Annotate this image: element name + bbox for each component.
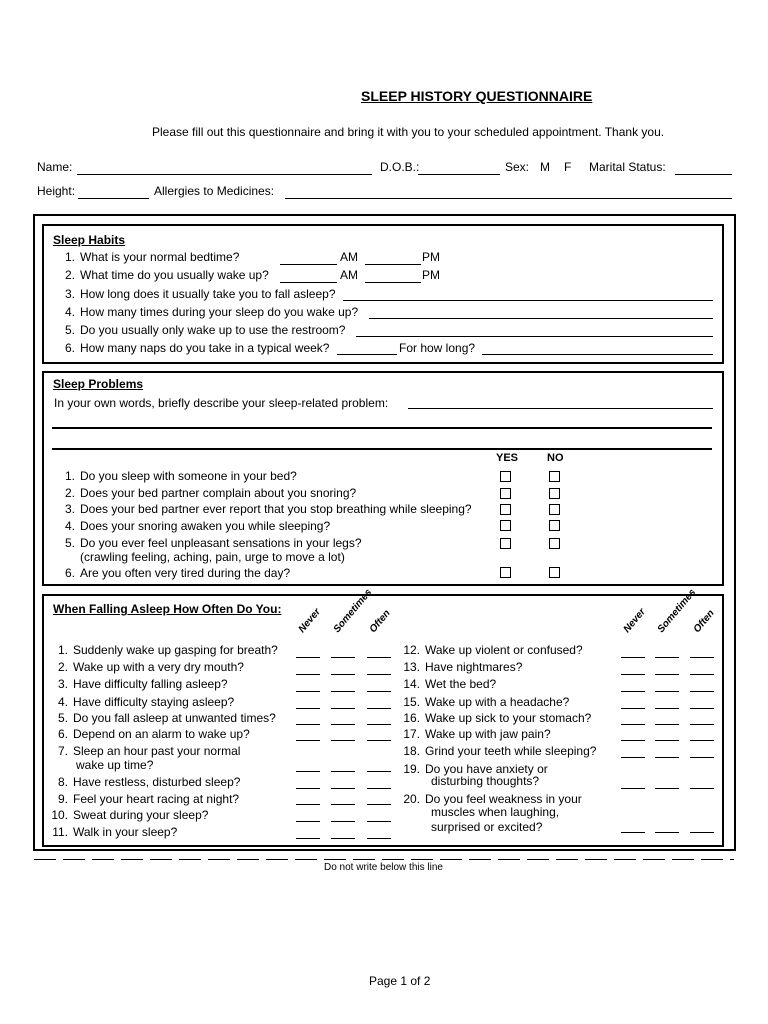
describe-problem-field-3[interactable] [52, 448, 712, 450]
freq-item-17: 17. Wake up with jaw pain? [403, 727, 551, 741]
freq-9-never-blank[interactable] [296, 804, 320, 805]
freq-19-sometimes-blank[interactable] [655, 788, 679, 789]
cut-line-dash [672, 859, 694, 860]
cut-line-dash [353, 859, 375, 860]
freq-18-sometimes-blank[interactable] [655, 757, 679, 758]
freq-item-6: 6. Depend on an alarm to wake up? [57, 727, 250, 741]
freq-item-3: 3. Have difficulty falling asleep? [57, 677, 228, 691]
freq-16-often-blank[interactable] [690, 724, 714, 725]
marital-label: Marital Status: [589, 160, 666, 174]
freq-11-never-blank[interactable] [296, 838, 320, 839]
freq-item-19: 19. Do you have anxiety or [403, 762, 548, 776]
freq-19-often-blank[interactable] [690, 788, 714, 789]
freq-5-never-blank[interactable] [296, 724, 320, 725]
sometimes-column-header-left: Sometimes [331, 587, 375, 635]
sex-option-m[interactable]: M [540, 160, 550, 174]
cut-line-dash [701, 859, 723, 860]
habit-item-4: 4. How many times during your sleep do you wake up? [64, 305, 359, 319]
freq-6-never-blank[interactable] [296, 740, 320, 741]
dob-field[interactable] [418, 174, 500, 175]
freq-item-13: 13. Have nightmares? [403, 660, 523, 674]
freq-item-10: 10. Sweat during your sleep? [51, 808, 209, 822]
problem-item-6: 6. Are you often very tired during the day? [64, 566, 291, 580]
problem-1-yes-checkbox[interactable] [500, 471, 511, 482]
freq-item-20: 20. Do you feel weakness in your [403, 792, 582, 806]
cut-line-dash [382, 859, 404, 860]
freq-5-sometimes-blank[interactable] [331, 724, 355, 725]
height-field[interactable] [78, 198, 149, 199]
cut-line-dash [585, 859, 607, 860]
freq-20-never-blank[interactable] [621, 832, 645, 833]
freq-4-sometimes-blank[interactable] [331, 708, 355, 709]
for-how-long-label: For how long? [399, 341, 476, 355]
freq-15-sometimes-blank[interactable] [655, 708, 679, 709]
freq-17-often-blank[interactable] [690, 740, 714, 741]
never-column-header-left: Never [296, 606, 323, 635]
freq-10-never-blank[interactable] [296, 821, 320, 822]
intro-text: Please fill out this questionnaire and bring it with you to your scheduled appointment. Thank you. [152, 125, 665, 139]
problem-2-no-checkbox[interactable] [549, 488, 560, 499]
freq-6-sometimes-blank[interactable] [331, 740, 355, 741]
freq-item-5: 5. Do you fall asleep at unwanted times? [57, 711, 276, 725]
problem-item-4: 4. Does your snoring awaken you while sleeping? [64, 519, 331, 533]
allergies-field[interactable] [285, 198, 732, 199]
problem-5-no-checkbox[interactable] [549, 538, 560, 549]
problem-3-no-checkbox[interactable] [549, 504, 560, 515]
freq-1-often-blank[interactable] [367, 657, 391, 658]
cut-line-dash [498, 859, 520, 860]
cut-line-dash [643, 859, 665, 860]
sleep-problems-heading: Sleep Problems [53, 377, 144, 391]
problem-item-3: 3. Does your bed partner ever report that you stop breathing while sleeping? [64, 502, 472, 516]
dob-label: D.O.B.: [380, 160, 420, 174]
freq-16-sometimes-blank[interactable] [655, 724, 679, 725]
pm-label: PM [422, 250, 440, 264]
problem-2-yes-checkbox[interactable] [500, 488, 511, 499]
freq-item-20-detail-2: surprised or excited? [431, 820, 543, 834]
sometimes-column-header-right: Sometimes [655, 587, 699, 635]
freq-item-20-detail: muscles when laughing, [431, 805, 560, 819]
bedtime-pm-field[interactable] [365, 264, 421, 265]
freq-item-18: 18. Grind your teeth while sleeping? [403, 744, 597, 758]
height-label: Height: [37, 184, 76, 198]
cut-line-dash [150, 859, 172, 860]
cut-line-dash [527, 859, 549, 860]
problem-item-2: 2. Does your bed partner complain about you snoring? [64, 486, 357, 500]
problem-item-1: 1. Do you sleep with someone in your bed? [64, 469, 297, 483]
cut-line-dash [730, 859, 734, 860]
freq-item-12: 12. Wake up violent or confused? [403, 643, 583, 657]
freq-item-11: 11. Walk in your sleep? [52, 825, 178, 839]
cut-line-dash [92, 859, 114, 860]
sex-label: Sex: [505, 160, 530, 174]
am-label: AM [340, 250, 358, 264]
cut-line-dash [179, 859, 201, 860]
falling-asleep-heading: When Falling Asleep How Often Do You: [53, 602, 282, 616]
cut-line-dash [34, 859, 56, 860]
freq-9-often-blank[interactable] [367, 804, 391, 805]
cut-line-dash [208, 859, 230, 860]
freq-9-sometimes-blank[interactable] [331, 804, 355, 805]
cut-line-dash [63, 859, 85, 860]
freq-item-15: 15. Wake up with a headache? [403, 695, 570, 709]
freq-item-4: 4. Have difficulty staying asleep? [57, 695, 235, 709]
habit-item-5: 5. Do you usually only wake up to use the restroom? [64, 323, 346, 337]
wake-pm-field[interactable] [365, 282, 421, 283]
cut-line-dash [556, 859, 578, 860]
freq-20-sometimes-blank[interactable] [655, 832, 679, 833]
often-column-header-right: Often [691, 607, 717, 635]
name-label: Name: [37, 160, 73, 174]
problem-item-5-detail: (crawling feeling, aching, pain, urge to move a lot) [80, 550, 345, 564]
restroom-field[interactable] [356, 336, 713, 337]
problem-4-yes-checkbox[interactable] [500, 520, 511, 531]
problem-6-no-checkbox[interactable] [549, 567, 560, 578]
no-column-header: NO [547, 452, 564, 464]
problem-item-5: 5. Do you ever feel unpleasant sensations in your legs? [64, 536, 362, 550]
freq-17-never-blank[interactable] [621, 740, 645, 741]
freq-17-sometimes-blank[interactable] [655, 740, 679, 741]
wake-am-field[interactable] [280, 282, 337, 283]
wake-times-field[interactable] [369, 318, 713, 319]
do-not-write-note: Do not write below this line [324, 862, 443, 873]
freq-13-often-blank[interactable] [690, 674, 714, 675]
fall-asleep-time-field[interactable] [343, 300, 713, 301]
describe-problem-label: In your own words, briefly describe your sleep-related problem: [54, 396, 389, 410]
problem-6-yes-checkbox[interactable] [500, 567, 511, 578]
freq-20-often-blank[interactable] [690, 832, 714, 833]
freq-5-often-blank[interactable] [367, 724, 391, 725]
freq-item-2: 2. Wake up with a very dry mouth? [57, 660, 244, 674]
freq-18-often-blank[interactable] [690, 757, 714, 758]
freq-4-often-blank[interactable] [367, 708, 391, 709]
freq-19-never-blank[interactable] [621, 788, 645, 789]
freq-2-often-blank[interactable] [367, 674, 391, 675]
freq-item-14: 14. Wet the bed? [403, 677, 497, 691]
freq-1-sometimes-blank[interactable] [331, 657, 355, 658]
page-title: SLEEP HISTORY QUESTIONNAIRE [361, 88, 593, 104]
freq-item-1: 1. Suddenly wake up gasping for breath? [57, 643, 278, 657]
problem-5-yes-checkbox[interactable] [500, 538, 511, 549]
freq-12-often-blank[interactable] [690, 657, 714, 658]
freq-2-sometimes-blank[interactable] [331, 674, 355, 675]
pm-label: PM [422, 268, 440, 282]
freq-item-8: 8. Have restless, disturbed sleep? [57, 775, 241, 789]
freq-7-never-blank[interactable] [296, 771, 320, 772]
habit-item-1: 1. What is your normal bedtime? [64, 250, 240, 264]
freq-18-never-blank[interactable] [621, 757, 645, 758]
nap-length-field[interactable] [482, 354, 713, 355]
freq-16-never-blank[interactable] [621, 724, 645, 725]
freq-13-sometimes-blank[interactable] [655, 674, 679, 675]
freq-12-never-blank[interactable] [621, 657, 645, 658]
freq-1-never-blank[interactable] [296, 657, 320, 658]
freq-item-7-detail: wake up time? [76, 758, 154, 772]
problem-4-no-checkbox[interactable] [549, 520, 560, 531]
freq-15-often-blank[interactable] [690, 708, 714, 709]
cut-line-dash [440, 859, 462, 860]
freq-11-often-blank[interactable] [367, 838, 391, 839]
freq-7-often-blank[interactable] [367, 771, 391, 772]
sleep-habits-heading: Sleep Habits [53, 233, 126, 247]
am-label: AM [340, 268, 358, 282]
naps-field[interactable] [337, 354, 397, 355]
freq-8-sometimes-blank[interactable] [331, 788, 355, 789]
freq-2-never-blank[interactable] [296, 674, 320, 675]
freq-14-never-blank[interactable] [621, 691, 645, 692]
cut-line-dash [411, 859, 433, 860]
freq-12-sometimes-blank[interactable] [655, 657, 679, 658]
name-field[interactable] [77, 174, 372, 175]
freq-14-often-blank[interactable] [690, 691, 714, 692]
freq-6-often-blank[interactable] [367, 740, 391, 741]
freq-11-sometimes-blank[interactable] [331, 838, 355, 839]
freq-item-16: 16. Wake up sick to your stomach? [403, 711, 592, 725]
describe-problem-field-1[interactable] [408, 408, 713, 409]
bedtime-am-field[interactable] [280, 264, 337, 265]
freq-14-sometimes-blank[interactable] [655, 691, 679, 692]
cut-line-dash [121, 859, 143, 860]
often-column-header-left: Often [367, 607, 393, 635]
cut-line-dash [324, 859, 346, 860]
freq-13-never-blank[interactable] [621, 674, 645, 675]
sex-option-f[interactable]: F [564, 160, 572, 174]
freq-3-never-blank[interactable] [296, 691, 320, 692]
freq-3-often-blank[interactable] [367, 691, 391, 692]
cut-line-dash [237, 859, 259, 860]
freq-4-never-blank[interactable] [296, 708, 320, 709]
freq-8-often-blank[interactable] [367, 788, 391, 789]
freq-item-9: 9. Feel your heart racing at night? [57, 792, 240, 806]
cut-line-dash [295, 859, 317, 860]
habit-item-2: 2. What time do you usually wake up? [64, 268, 269, 282]
cut-line-dash [266, 859, 288, 860]
yes-column-header: YES [496, 452, 519, 464]
page-number: Page 1 of 2 [369, 974, 431, 988]
problem-1-no-checkbox[interactable] [549, 471, 560, 482]
freq-10-sometimes-blank[interactable] [331, 821, 355, 822]
cut-line-dash [469, 859, 491, 860]
describe-problem-field-2[interactable] [52, 427, 712, 429]
freq-10-often-blank[interactable] [367, 821, 391, 822]
freq-8-never-blank[interactable] [296, 788, 320, 789]
freq-3-sometimes-blank[interactable] [331, 691, 355, 692]
allergies-label: Allergies to Medicines: [154, 184, 275, 198]
never-column-header-right: Never [621, 606, 648, 635]
freq-15-never-blank[interactable] [621, 708, 645, 709]
freq-item-19-detail: disturbing thoughts? [431, 774, 540, 788]
marital-field[interactable] [675, 174, 732, 175]
habit-item-6: 6. How many naps do you take in a typical week? [64, 341, 330, 355]
freq-7-sometimes-blank[interactable] [331, 771, 355, 772]
cut-line-dash [614, 859, 636, 860]
problem-3-yes-checkbox[interactable] [500, 504, 511, 515]
habit-item-3: 3. How long does it usually take you to fall asleep? [64, 287, 336, 301]
freq-item-7: 7. Sleep an hour past your normal [57, 744, 241, 758]
